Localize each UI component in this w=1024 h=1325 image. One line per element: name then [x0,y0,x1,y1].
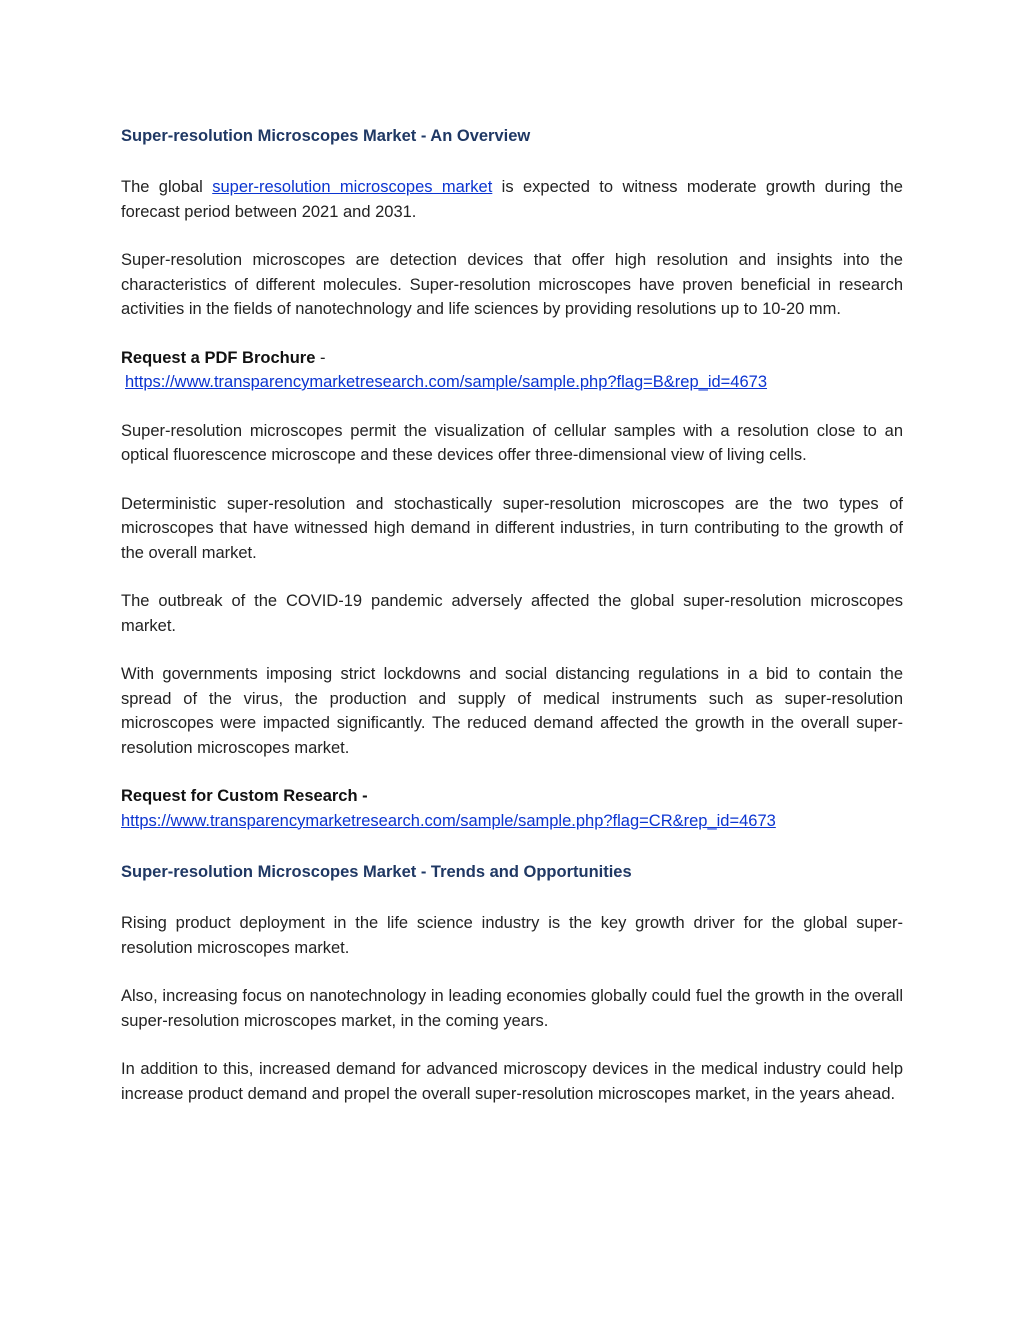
custom-research-label: Request for Custom Research - [121,787,368,805]
demand-paragraph: In addition to this, increased demand for advanced microscopy devices in the medical industry could help increase product demand and propel the overall super-resolution microscopes market, in the years ahead. [121,1060,903,1103]
market-link[interactable]: super-resolution microscopes market [212,178,493,196]
brochure-label: Request a PDF Brochure [121,348,316,367]
intro-text-after: is expected to witness moderate growth during the forecast period between 2021 and 2031. [121,178,903,221]
lockdown-paragraph: With governments imposing strict lockdowns and social distancing regulations in a bid to contain the spread of the virus, the production and supply of medical instruments such as super-resolution microscopes were impacted significantly. The reduced demand affected the growth in the overall super-resolution microscopes market. [121,665,903,757]
covid-paragraph: The outbreak of the COVID-19 pandemic adversely affected the global super-resolution microscopes market. [121,592,903,635]
overview-heading: Super-resolution Microscopes Market - An Overview [121,127,531,145]
custom-research-request [121,784,903,809]
trends-heading: Super-resolution Microscopes Market - Trends and Opportunities [121,863,632,881]
intro-paragraph [121,175,903,224]
nanotech-paragraph: Also, increasing focus on nanotechnology in leading economies globally could fuel the growth in the overall super-resolution microscopes market, in the coming years. [121,987,903,1030]
brochure-dash: - [315,348,326,367]
types-paragraph: Deterministic super-resolution and stochastically super-resolution microscopes are the two types of microscopes that have witnessed high demand in different industries, in turn contributing to the growth of the overall market. [121,494,903,562]
brochure-url-line [121,370,903,395]
document-page [121,124,903,1106]
definition-paragraph: Super-resolution microscopes are detection devices that offer high resolution and insights into the characteristics of different molecules. Super-resolution microscopes have proven beneficial in research activities in the fields of nanotechnology and life sciences by providing resolutions up to 10-20 mm. [121,251,903,318]
growth-driver-paragraph: Rising product deployment in the life science industry is the key growth driver for the global super-resolution microscopes market. [121,914,903,957]
brochure-link[interactable]: https://www.transparencymarketresearch.com/sample/sample.php?flag=B&rep_id=4673 [125,373,768,391]
visualization-paragraph: Super-resolution microscopes permit the visualization of cellular samples with a resolution close to an optical fluorescence microscope and these devices offer three-dimensional view of living cells. [121,421,903,464]
custom-research-url-line [121,809,903,834]
custom-research-link[interactable]: https://www.transparencymarketresearch.com/sample/sample.php?flag=CR&rep_id=4673 [121,811,776,830]
intro-text-before: The global [121,178,213,196]
brochure-request [121,346,903,371]
